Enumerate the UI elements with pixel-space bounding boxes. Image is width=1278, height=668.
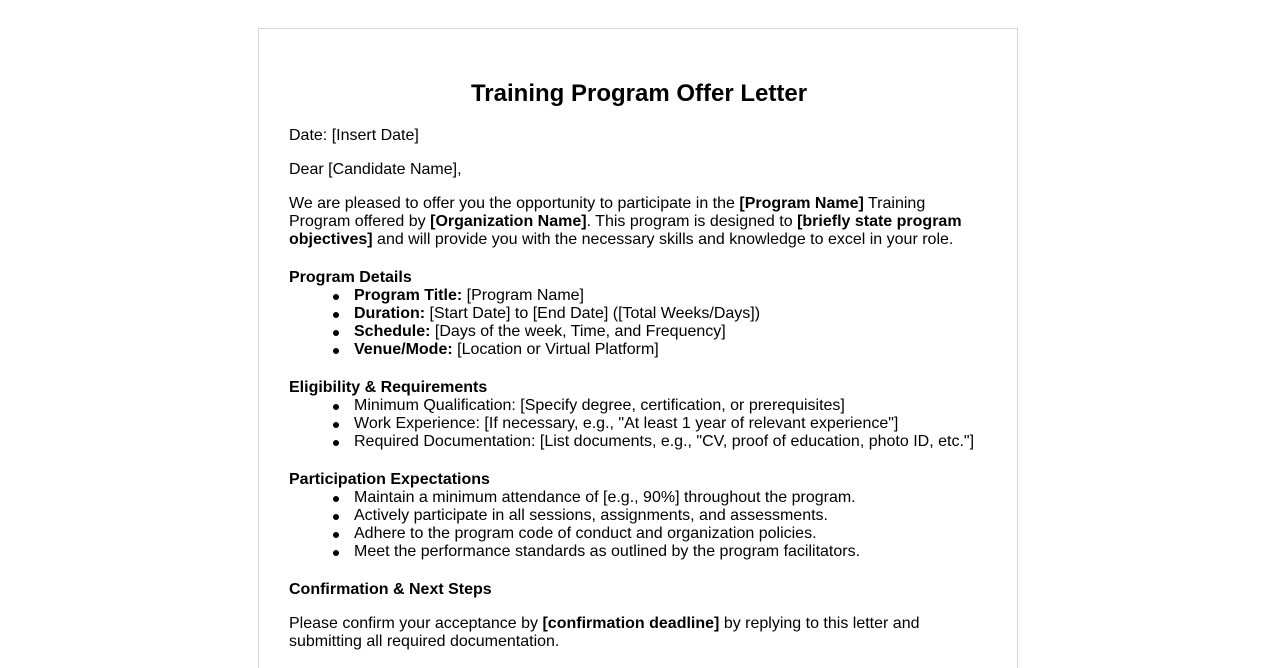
confirmation-text-1: Please confirm your acceptance by xyxy=(289,615,543,632)
item-text: Minimum Qualification: [Specify degree, certification, or prerequisites] xyxy=(354,397,845,414)
item-value: [Start Date] to [End Date] ([Total Weeks/Days]) xyxy=(425,305,761,322)
eligibility-heading: Eligibility & Requirements xyxy=(289,379,488,396)
list-item xyxy=(289,489,989,507)
intro-text-2: Training Program offered by xyxy=(289,195,926,230)
confirmation-text-2: by replying to this letter and submitting all required documentation. xyxy=(289,615,920,650)
bullet-icon xyxy=(333,440,339,446)
item-text: Meet the performance standards as outlined by the program facilitators. xyxy=(354,543,861,560)
bullet-icon xyxy=(333,514,339,520)
item-label: Program Title: xyxy=(354,287,463,304)
item-label: Schedule: xyxy=(354,323,431,340)
item-value: [Program Name] xyxy=(462,287,584,304)
program-details-heading: Program Details xyxy=(289,269,412,286)
bullet-icon xyxy=(333,532,339,538)
eligibility-list xyxy=(289,397,989,451)
list-item xyxy=(289,397,989,415)
list-item xyxy=(289,341,989,359)
list-item xyxy=(289,415,989,433)
list-item xyxy=(289,433,989,451)
expectations-list xyxy=(289,489,989,561)
item-text: Maintain a minimum attendance of [e.g., 90%] throughout the program. xyxy=(354,489,856,506)
intro-paragraph xyxy=(289,195,989,249)
item-value: [Days of the week, Time, and Frequency] xyxy=(430,323,726,340)
greeting: Dear [Candidate Name], xyxy=(289,161,462,178)
bullet-icon xyxy=(333,496,339,502)
list-item xyxy=(289,287,989,305)
list-item xyxy=(289,525,989,543)
confirmation-heading: Confirmation & Next Steps xyxy=(289,581,492,598)
letter-page xyxy=(258,28,1018,668)
expectations-heading: Participation Expectations xyxy=(289,471,490,488)
intro-text-3: . This program is designed to xyxy=(586,213,798,230)
program-details-list xyxy=(289,287,989,359)
item-label: Venue/Mode: xyxy=(354,341,453,358)
intro-text-1: We are pleased to offer you the opportunity to participate in the xyxy=(289,195,740,212)
bullet-icon xyxy=(333,330,339,336)
intro-program-objectives: [briefly state program objectives] xyxy=(289,213,962,248)
item-text: Actively participate in all sessions, assignments, and assessments. xyxy=(354,507,828,524)
list-item xyxy=(289,507,989,525)
intro-organization-name: [Organization Name] xyxy=(430,213,587,230)
date-line: Date: [Insert Date] xyxy=(289,127,419,144)
item-value: [Location or Virtual Platform] xyxy=(452,341,659,358)
intro-text-4: and will provide you with the necessary skills and knowledge to excel in your role. xyxy=(372,231,954,248)
list-item xyxy=(289,323,989,341)
bullet-icon xyxy=(333,348,339,354)
list-item xyxy=(289,305,989,323)
confirmation-deadline: [confirmation deadline] xyxy=(542,615,720,632)
confirmation-paragraph xyxy=(289,615,989,651)
item-text: Adhere to the program code of conduct and organization policies. xyxy=(354,525,817,542)
bullet-icon xyxy=(333,312,339,318)
item-label: Duration: xyxy=(354,305,426,322)
bullet-icon xyxy=(333,422,339,428)
item-text: Required Documentation: [List documents, e.g., "CV, proof of education, photo ID, etc."] xyxy=(354,433,975,450)
bullet-icon xyxy=(333,404,339,410)
item-text: Work Experience: [If necessary, e.g., "At least 1 year of relevant experience"] xyxy=(354,415,899,432)
list-item xyxy=(289,543,989,561)
intro-program-name: [Program Name] xyxy=(739,195,864,212)
bullet-icon xyxy=(333,294,339,300)
bullet-icon xyxy=(333,550,339,556)
letter-title: Training Program Offer Letter xyxy=(470,80,808,107)
